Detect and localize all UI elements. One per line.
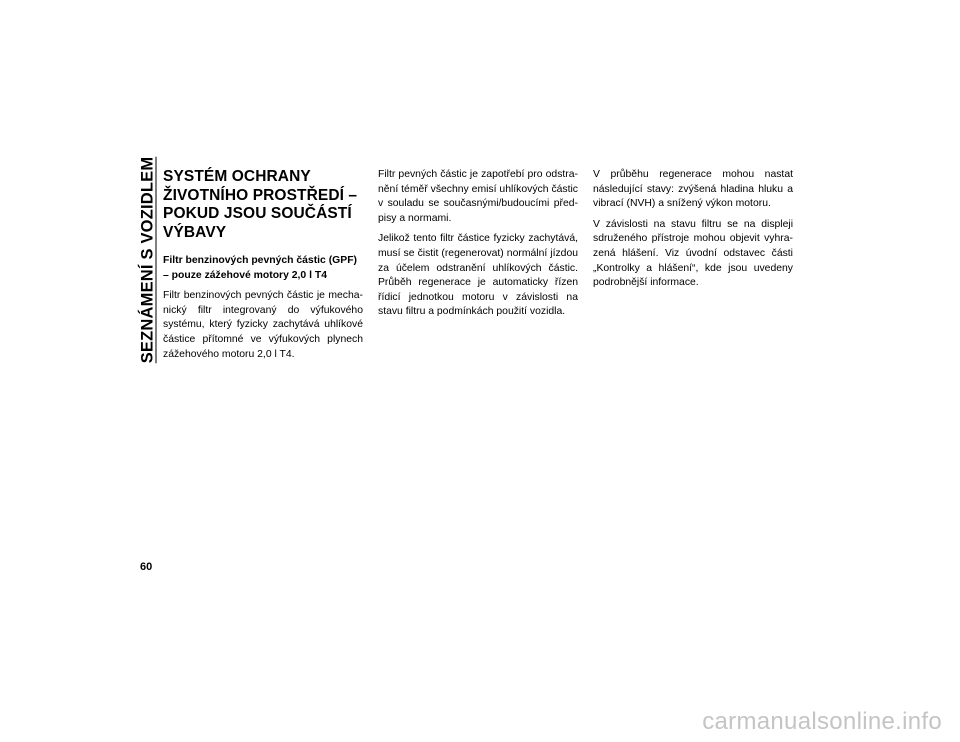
section-heading: SYSTÉM OCHRANY ŽIVOTNÍHO PROSTŘEDÍ – POKUD JSOU SOUČÁSTÍ VÝBAVY xyxy=(163,168,358,241)
paragraph: Filtr benzinových pevných částic je mechanický filtr integrovaný do výfukového systému, který fyzicky zachytává uhlíkové částice přítomné ve výfukových plynech zážehového motoru 2,0 l T4. xyxy=(163,290,363,360)
chapter-side-tab xyxy=(136,156,160,364)
paragraph: Filtr pevných částic je zapotřebí pro odstranění téměř všechny emisí uhlíkových částic v souladu se současnými/budoucími předpisy a normami. xyxy=(378,169,578,224)
column-3 xyxy=(593,168,793,297)
watermark: carmanualsonline.info xyxy=(702,708,942,735)
column-1 xyxy=(163,168,363,368)
paragraph: Jelikož tento filtr částice fyzicky zachytává, musí se čistit (regenerovat) normální jízdou za účelem odstranění uhlíkových částic. Průběh regenerace je automaticky řízen řídicí jednotkou motoru v závislosti na stavu filtru a podmínkách použití vozidla. xyxy=(378,233,578,318)
paragraph: V průběhu regenerace mohou nastat následující stavy: zvýšená hladina hluku a vibrací (NVH) a snížený výkon motoru. xyxy=(593,169,793,210)
chapter-title: SEZNÁMENÍ S VOZIDLEM xyxy=(138,156,157,364)
column-2 xyxy=(378,168,578,326)
paragraph: V závislosti na stavu filtru se na displeji sdruženého přístroje mohou objevit vyhrazená hlášení. Viz úvodní odstavec části „Kontrolky a hlášení“, kde jsou uvedeny podrobnější informace. xyxy=(593,218,793,289)
page-number: 60 xyxy=(140,561,153,573)
subsection-heading: Filtr benzinových pevných částic (GPF) – pouze zážehové motory 2,0 l T4 xyxy=(163,255,358,281)
